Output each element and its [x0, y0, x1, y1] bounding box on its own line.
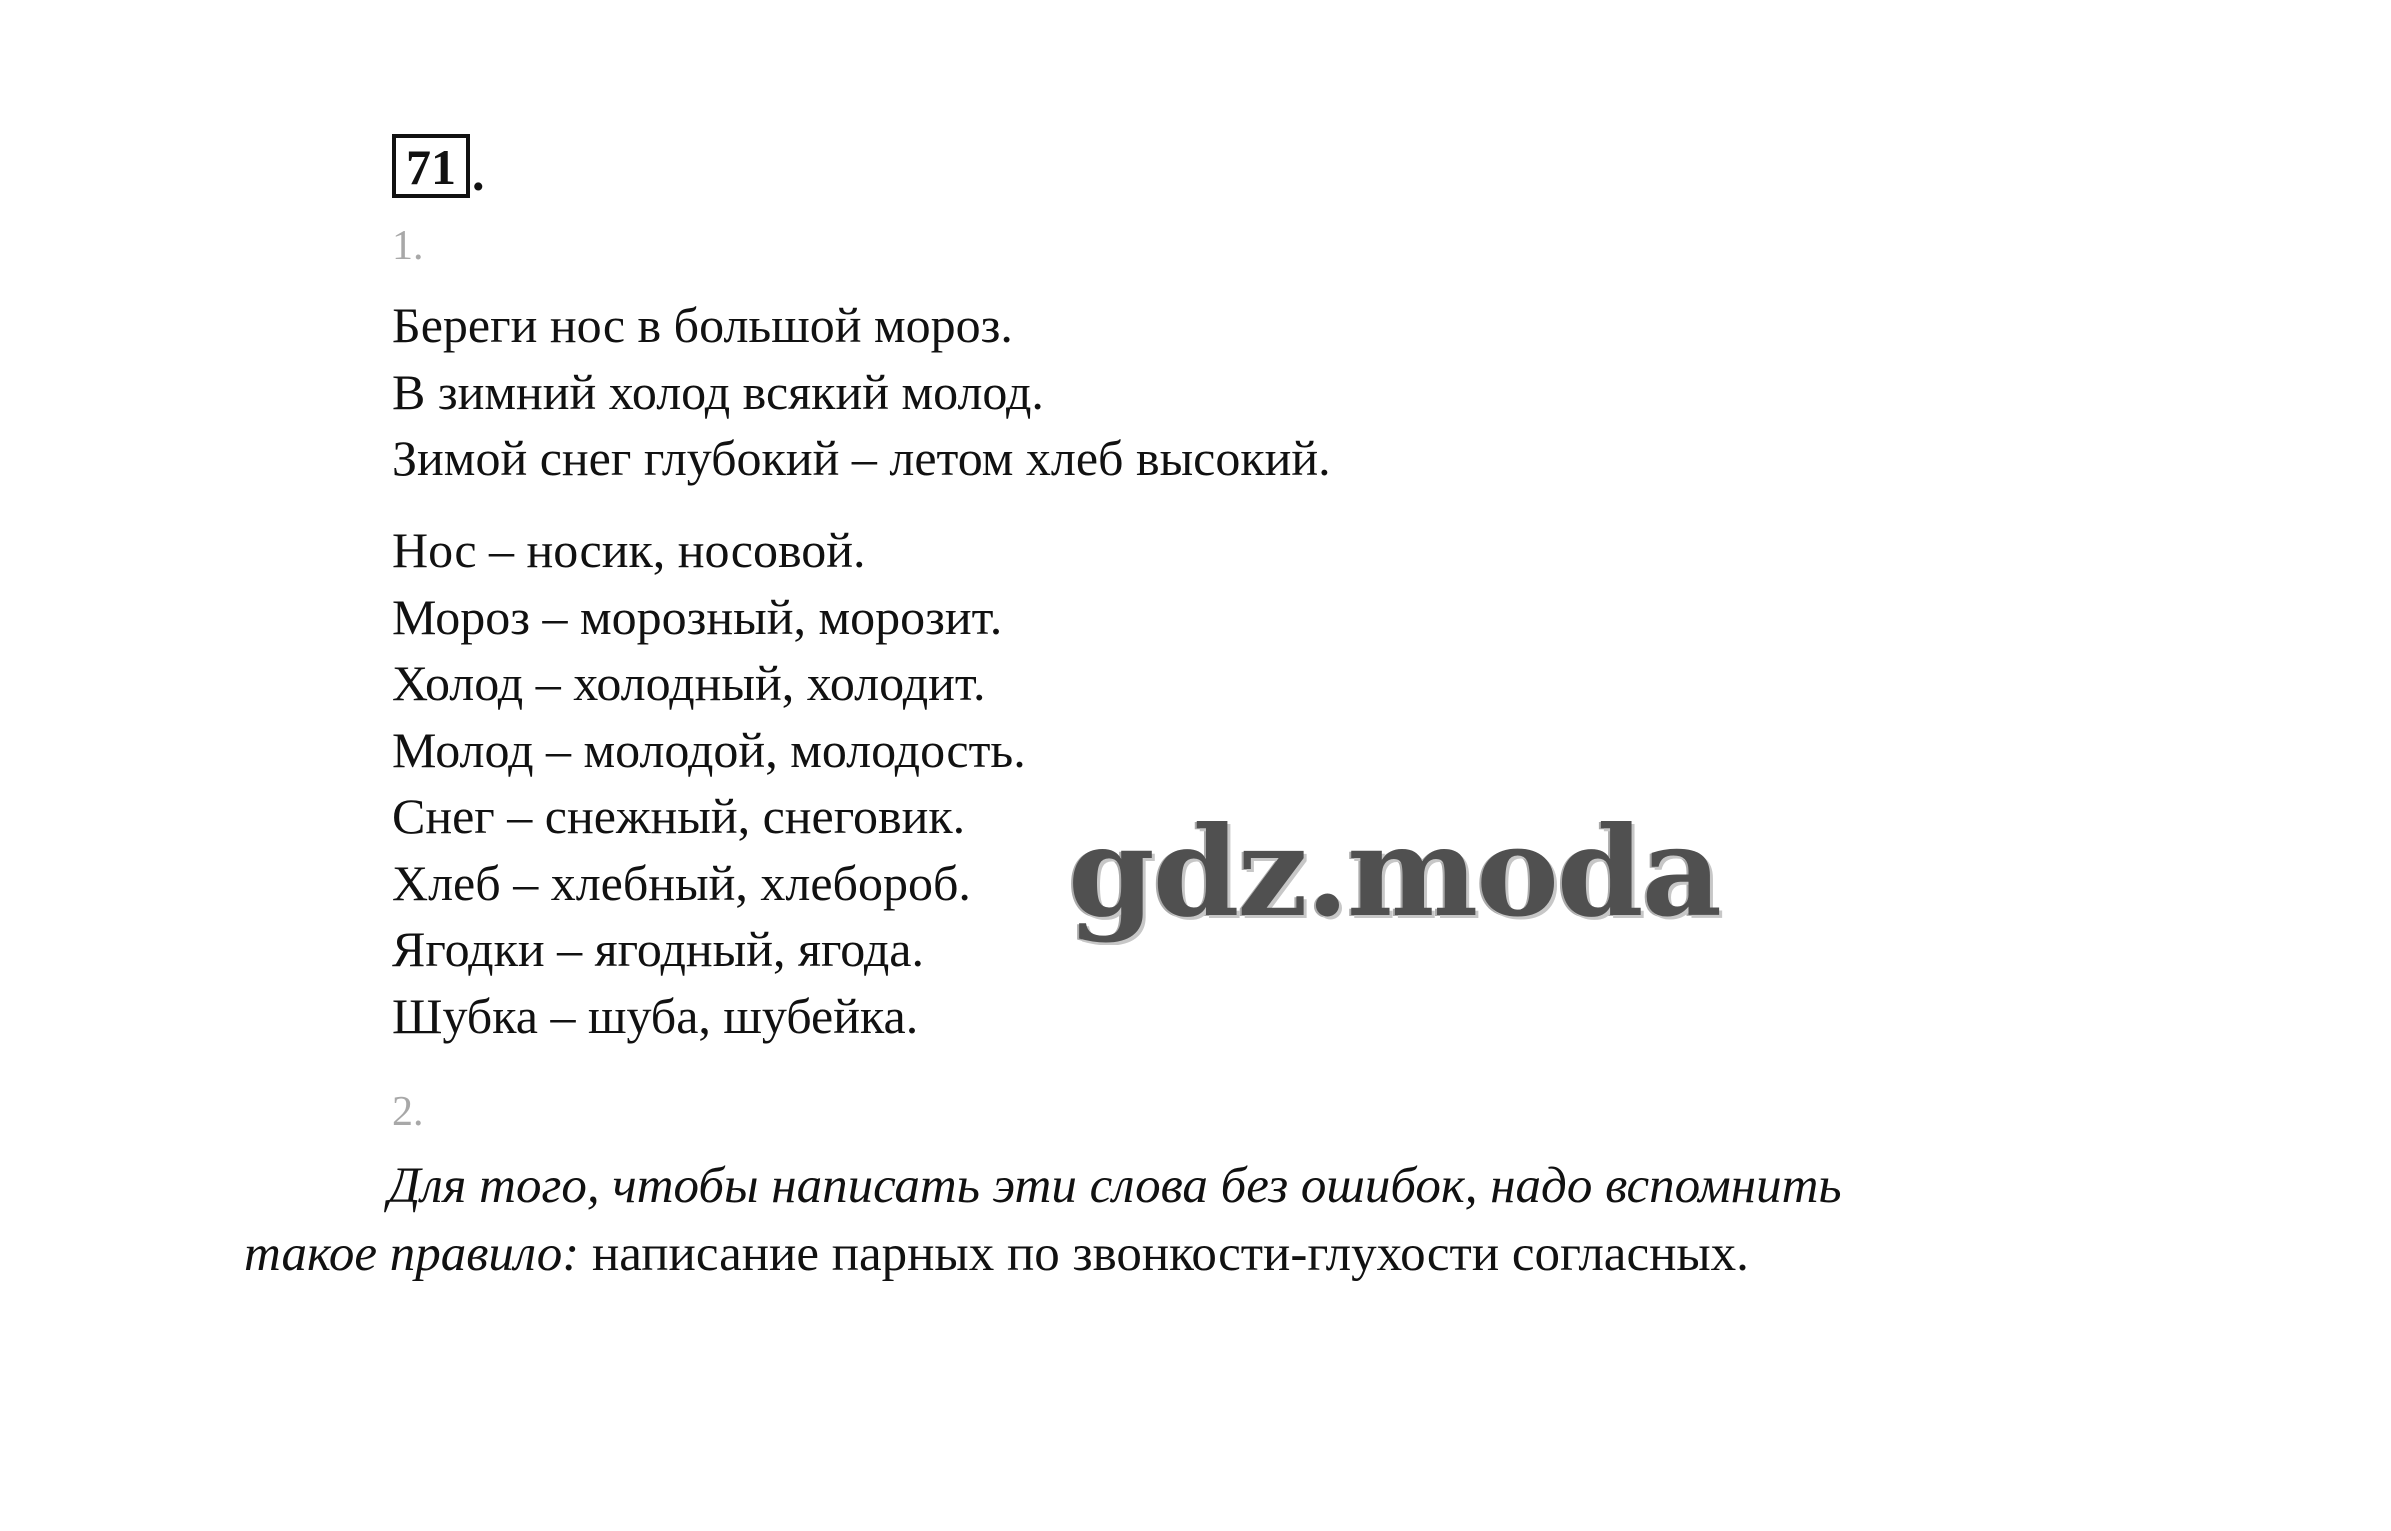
word-family-line: Нос – носик, носовой.	[392, 522, 866, 578]
proverb-line: Зимой снег глубокий – летом хлеб высокий.	[392, 430, 1331, 486]
task-number-box	[392, 134, 485, 201]
word-family-line: Мороз – морозный, морозит.	[392, 588, 1003, 645]
word-family-line: Хлеб – хлебный, хлебороб.	[392, 854, 971, 911]
rule-intro-line-2: такое правило:	[244, 1226, 580, 1282]
word-family-line: Ягодки – ягодный, ягода.	[392, 921, 924, 977]
rule-intro-line-1: Для того, чтобы написать эти слова без ошибок, надо вспомнить	[388, 1158, 1842, 1214]
proverbs-list	[392, 292, 1331, 492]
word-family-line: Снег – снежный, снеговик.	[392, 788, 966, 844]
rule-paragraph	[244, 1152, 2244, 1288]
watermark-logo: gdz.moda	[1068, 800, 1720, 945]
proverb-line: В зимний холод всякий молод.	[392, 363, 1044, 420]
word-family-line: Молод – молодой, молодость.	[392, 721, 1026, 778]
word-family-line: Холод – холодный, холодит.	[392, 655, 986, 711]
word-family-line: Шубка – шуба, шубейка.	[392, 987, 919, 1044]
part-2-label: 2.	[392, 1089, 424, 1135]
task-number-dot: .	[472, 145, 485, 201]
proverb-line: Береги нос в большой мороз.	[392, 297, 1013, 353]
word-families-list	[392, 517, 1026, 1049]
task-number: 71	[392, 134, 470, 198]
part-1-label: 1.	[392, 223, 424, 269]
rule-statement: написание парных по звонкости-глухости согласных.	[579, 1226, 1749, 1282]
